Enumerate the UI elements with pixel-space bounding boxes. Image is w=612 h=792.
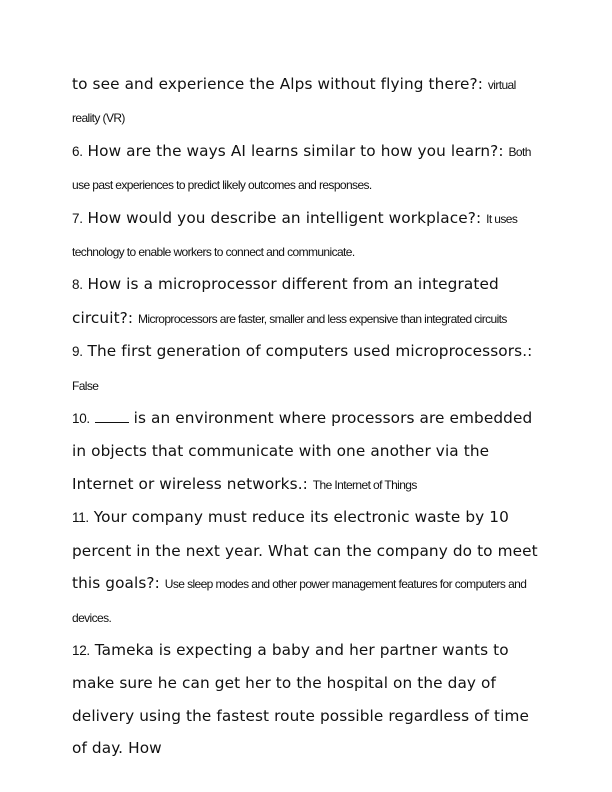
list-item: [72, 402, 542, 501]
answer-text: Microprocessors are faster, smaller and less expensive than integrated circuits: [138, 311, 507, 326]
question-number: 12.: [72, 642, 90, 658]
question-number: 8.: [72, 277, 83, 293]
question-text: The first generation of computers used microprocessors.:: [87, 342, 533, 361]
list-item: [72, 501, 542, 634]
question-text: is an environment where processors are embedded in objects that communicate with one another via the Internet or wireless networks.:: [72, 409, 533, 493]
list-item: [72, 335, 542, 402]
question-text: How would you describe an intelligent workplace?:: [87, 208, 482, 227]
question-number: 9.: [72, 344, 83, 360]
list-item: [72, 68, 542, 135]
answer-text: The Internet of Things: [312, 477, 417, 492]
list-item: [72, 268, 542, 335]
quiz-text: [72, 68, 542, 766]
answer-text: Use sleep modes and other power management features for computers and devices.: [72, 577, 527, 625]
list-item: [72, 135, 542, 202]
answer-text: It uses technology to enable workers to connect and communicate.: [72, 211, 518, 260]
answer-text: Both use past experiences to predict likely outcomes and responses.: [72, 144, 531, 193]
fill-in-blank: [95, 408, 129, 423]
answer-text: virtual reality (VR): [72, 78, 516, 126]
question-number: 10.: [72, 411, 90, 427]
list-item: [72, 634, 542, 766]
list-item: [72, 202, 542, 269]
question-text: Your company must reduce its electronic waste by 10 percent in the next year. What can the company do to meet this goals?:: [72, 508, 538, 593]
question-number: 11.: [72, 510, 89, 526]
question-text: How are the ways AI learns similar to how you learn?:: [87, 141, 504, 160]
question-number: 7.: [72, 210, 83, 226]
answer-text: False: [72, 378, 99, 393]
question-number: 6.: [72, 143, 83, 159]
question-text: to see and experience the Alps without flying there?:: [72, 75, 483, 93]
question-text: Tameka is expecting a baby and her partner wants to make sure he can get her to the hospital on the day of delivery using the fastest route possible regardless of time of day. How: [72, 640, 529, 758]
question-text: How is a microprocessor different from an integrated circuit?:: [72, 275, 499, 327]
